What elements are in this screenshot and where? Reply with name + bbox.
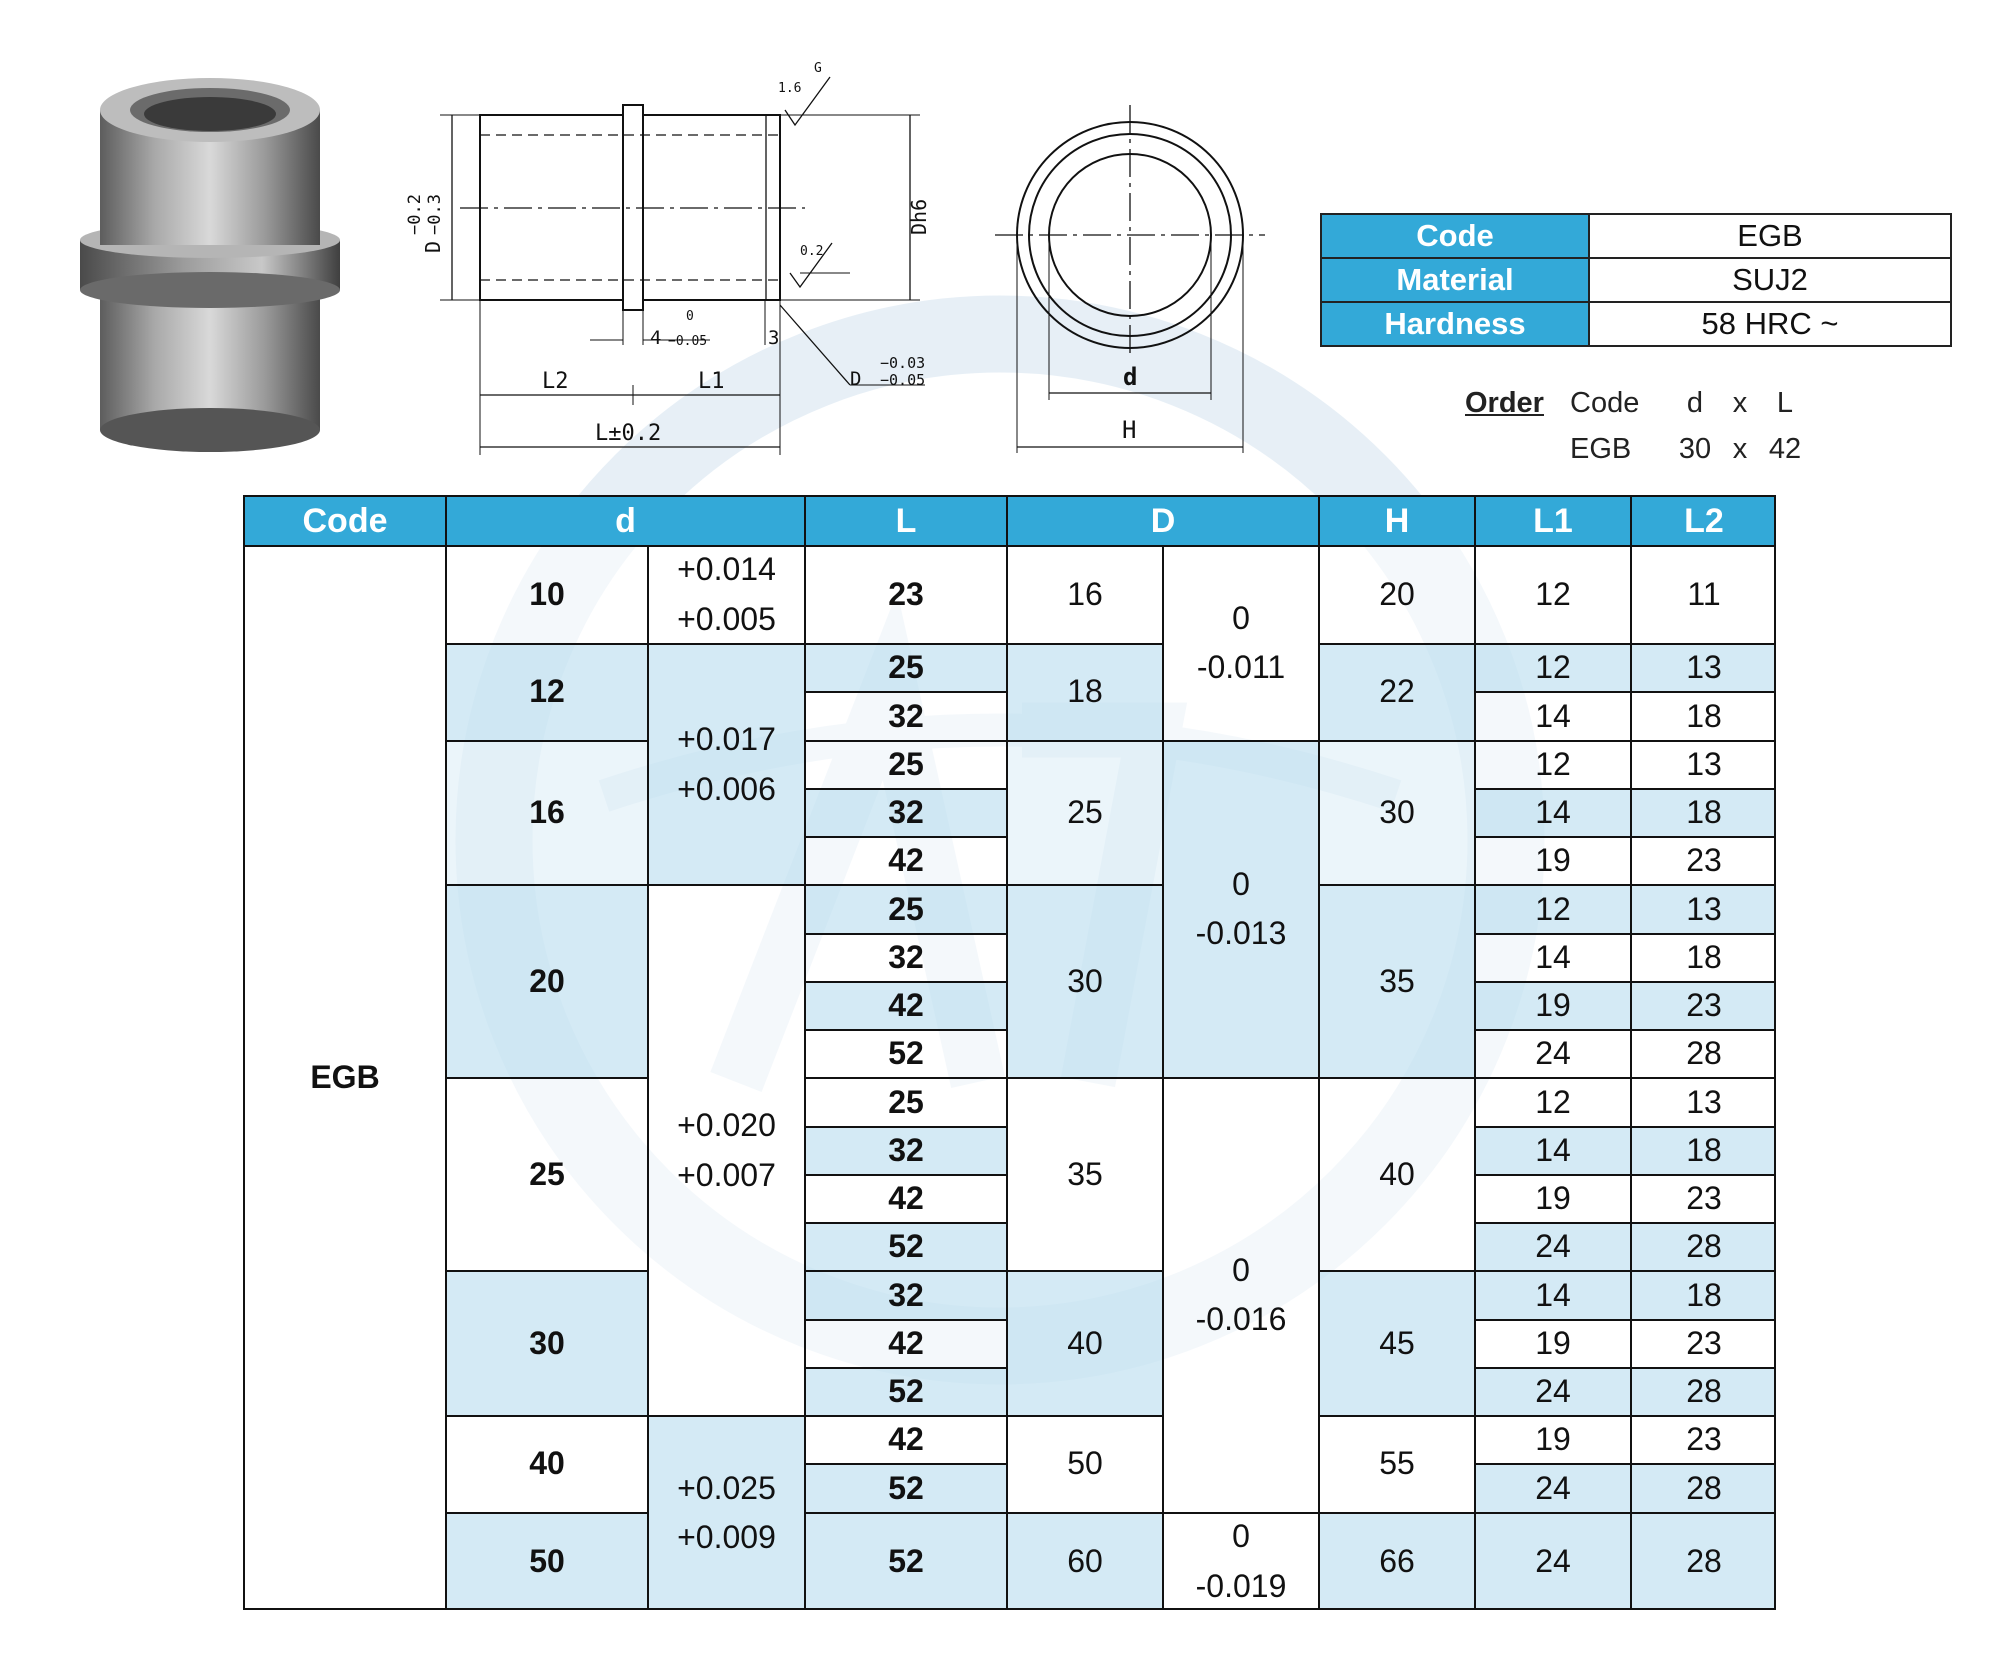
- code-cell: EGB: [243, 545, 445, 1610]
- L2-value: 18: [1630, 1126, 1776, 1174]
- order-value-x: x: [1732, 432, 1748, 465]
- H-value: 66: [1318, 1512, 1474, 1610]
- end-view-drawing: [985, 95, 1275, 465]
- spec-table: [1320, 213, 1952, 347]
- L1-value: 12: [1474, 884, 1630, 932]
- L2-value: 13: [1630, 740, 1776, 788]
- dim-4-tol-lower: −0.05: [668, 334, 708, 349]
- order-value-l: 42: [1768, 432, 1802, 465]
- D-value: 25: [1006, 740, 1162, 885]
- L-value: 42: [804, 836, 1006, 884]
- order-header-d: d: [1686, 386, 1704, 419]
- spec-code-value: EGB: [1589, 214, 1951, 258]
- d2-symbol: D: [850, 368, 862, 390]
- roughness-2-label: 0.2: [800, 244, 824, 259]
- H-value: 55: [1318, 1415, 1474, 1512]
- d2-tol-lower: −0.05: [880, 371, 926, 389]
- L2-value: 23: [1630, 1174, 1776, 1222]
- roughness-1-label: 1.6: [778, 81, 802, 96]
- L2-value: 23: [1630, 1415, 1776, 1463]
- L1-value: 19: [1474, 981, 1630, 1029]
- order-value-code: EGB: [1570, 432, 1632, 465]
- d-small-label: d: [1123, 363, 1138, 391]
- spec-material-value: SUJ2: [1589, 258, 1951, 302]
- L1-value: 19: [1474, 1319, 1630, 1367]
- spec-material-label: Material: [1321, 258, 1589, 302]
- L-value: 42: [804, 1415, 1006, 1463]
- d-value: 10: [445, 545, 647, 643]
- L-value: 32: [804, 1270, 1006, 1318]
- l1-label: L1: [698, 369, 725, 394]
- L1-value: 19: [1474, 836, 1630, 884]
- L-value: 52: [804, 1463, 1006, 1511]
- d-value: 40: [445, 1415, 647, 1512]
- D-value: 18: [1006, 643, 1162, 740]
- d2-tol-upper: −0.03: [880, 354, 926, 372]
- L-value: 32: [804, 1126, 1006, 1174]
- header-l1: L1: [1474, 495, 1630, 545]
- H-value: 30: [1318, 740, 1474, 885]
- D-tolerance: 0 -0.013: [1162, 740, 1318, 1078]
- L-value: 25: [804, 740, 1006, 788]
- order-header-code: Code: [1570, 386, 1640, 419]
- L2-value: 18: [1630, 788, 1776, 836]
- D-tolerance: 0 -0.019: [1162, 1512, 1318, 1610]
- L1-value: 24: [1474, 1463, 1630, 1511]
- L-value: 42: [804, 981, 1006, 1029]
- dim-4-label: 4: [650, 327, 662, 349]
- order-value-d: 30: [1678, 432, 1712, 465]
- L2-value: 13: [1630, 1077, 1776, 1125]
- L1-value: 12: [1474, 740, 1630, 788]
- bushing-photo: [60, 70, 360, 460]
- dimension-table: [243, 495, 1776, 1610]
- order-label: Order: [1465, 386, 1544, 419]
- d-value: 50: [445, 1512, 647, 1610]
- L2-value: 28: [1630, 1463, 1776, 1511]
- L1-value: 14: [1474, 1126, 1630, 1174]
- L-value: 25: [804, 884, 1006, 932]
- L-value: 32: [804, 691, 1006, 739]
- order-example: [1465, 380, 1810, 472]
- H-value: 22: [1318, 643, 1474, 740]
- L2-value: 28: [1630, 1029, 1776, 1077]
- tol-upper-label: −0.2: [405, 194, 425, 235]
- spec-hardness-label: Hardness: [1321, 302, 1589, 346]
- header-d: d: [445, 495, 804, 545]
- L2-value: 18: [1630, 691, 1776, 739]
- L1-value: 14: [1474, 1270, 1630, 1318]
- header-l2: L2: [1630, 495, 1776, 545]
- L1-value: 14: [1474, 788, 1630, 836]
- H-value: 40: [1318, 1077, 1474, 1270]
- L1-value: 24: [1474, 1222, 1630, 1270]
- H-value: 20: [1318, 545, 1474, 643]
- d-value: 20: [445, 884, 647, 1077]
- D-tolerance: 0 -0.011: [1162, 545, 1318, 740]
- order-header-l: L: [1776, 386, 1794, 419]
- d-symbol-label: D: [421, 240, 445, 253]
- L1-value: 24: [1474, 1029, 1630, 1077]
- L2-value: 13: [1630, 643, 1776, 691]
- L2-value: 18: [1630, 1270, 1776, 1318]
- d-value: 30: [445, 1270, 647, 1415]
- dim-3-label: 3: [768, 327, 780, 349]
- D-value: 35: [1006, 1077, 1162, 1270]
- L1-value: 14: [1474, 691, 1630, 739]
- l2-label: L2: [542, 369, 569, 394]
- d-tolerance: +0.025 +0.009: [647, 1415, 804, 1610]
- L2-value: 23: [1630, 1319, 1776, 1367]
- L-value: 42: [804, 1319, 1006, 1367]
- roughness-g-label: G: [814, 61, 822, 76]
- L2-value: 23: [1630, 981, 1776, 1029]
- D-value: 50: [1006, 1415, 1162, 1512]
- L-value: 32: [804, 933, 1006, 981]
- L2-value: 28: [1630, 1367, 1776, 1415]
- L2-value: 23: [1630, 836, 1776, 884]
- header-d: D: [1006, 495, 1318, 545]
- L-value: 32: [804, 788, 1006, 836]
- d-value: 12: [445, 643, 647, 740]
- header-code: Code: [243, 495, 445, 545]
- L2-value: 28: [1630, 1222, 1776, 1270]
- L1-value: 12: [1474, 545, 1630, 643]
- L1-value: 14: [1474, 933, 1630, 981]
- d-value: 16: [445, 740, 647, 885]
- H-value: 35: [1318, 884, 1474, 1077]
- l-total-label: L±0.2: [595, 421, 662, 446]
- spec-hardness-value: 58 HRC ~: [1589, 302, 1951, 346]
- L1-value: 19: [1474, 1415, 1630, 1463]
- D-value: 40: [1006, 1270, 1162, 1415]
- L-value: 42: [804, 1174, 1006, 1222]
- L-value: 52: [804, 1222, 1006, 1270]
- d-value: 25: [445, 1077, 647, 1270]
- L1-value: 24: [1474, 1367, 1630, 1415]
- side-view-drawing: [380, 55, 940, 465]
- d-tolerance: +0.017 +0.006: [647, 643, 804, 884]
- header-l: L: [804, 495, 1006, 545]
- spec-code-label: Code: [1321, 214, 1589, 258]
- L1-value: 12: [1474, 643, 1630, 691]
- L-value: 52: [804, 1367, 1006, 1415]
- L-value: 52: [804, 1029, 1006, 1077]
- D-value: 16: [1006, 545, 1162, 643]
- d-tolerance: +0.014 +0.005: [647, 545, 804, 643]
- L2-value: 18: [1630, 933, 1776, 981]
- L1-value: 19: [1474, 1174, 1630, 1222]
- h-label: H: [1122, 416, 1137, 444]
- L1-value: 24: [1474, 1512, 1630, 1610]
- dh6-label: Dh6: [907, 198, 931, 235]
- L-value: 25: [804, 643, 1006, 691]
- D-value: 60: [1006, 1512, 1162, 1610]
- H-value: 45: [1318, 1270, 1474, 1415]
- L1-value: 12: [1474, 1077, 1630, 1125]
- order-header-x: x: [1732, 386, 1748, 419]
- L-value: 25: [804, 1077, 1006, 1125]
- D-value: 30: [1006, 884, 1162, 1077]
- tol-lower-label: −0.3: [425, 194, 445, 235]
- L2-value: 11: [1630, 545, 1776, 643]
- dim-4-tol-upper: 0: [686, 309, 694, 324]
- L-value: 23: [804, 545, 1006, 643]
- L-value: 52: [804, 1512, 1006, 1610]
- L2-value: 13: [1630, 884, 1776, 932]
- D-tolerance: 0 -0.016: [1162, 1077, 1318, 1511]
- header-h: H: [1318, 495, 1474, 545]
- L2-value: 28: [1630, 1512, 1776, 1610]
- d-tolerance: +0.020 +0.007: [647, 884, 804, 1415]
